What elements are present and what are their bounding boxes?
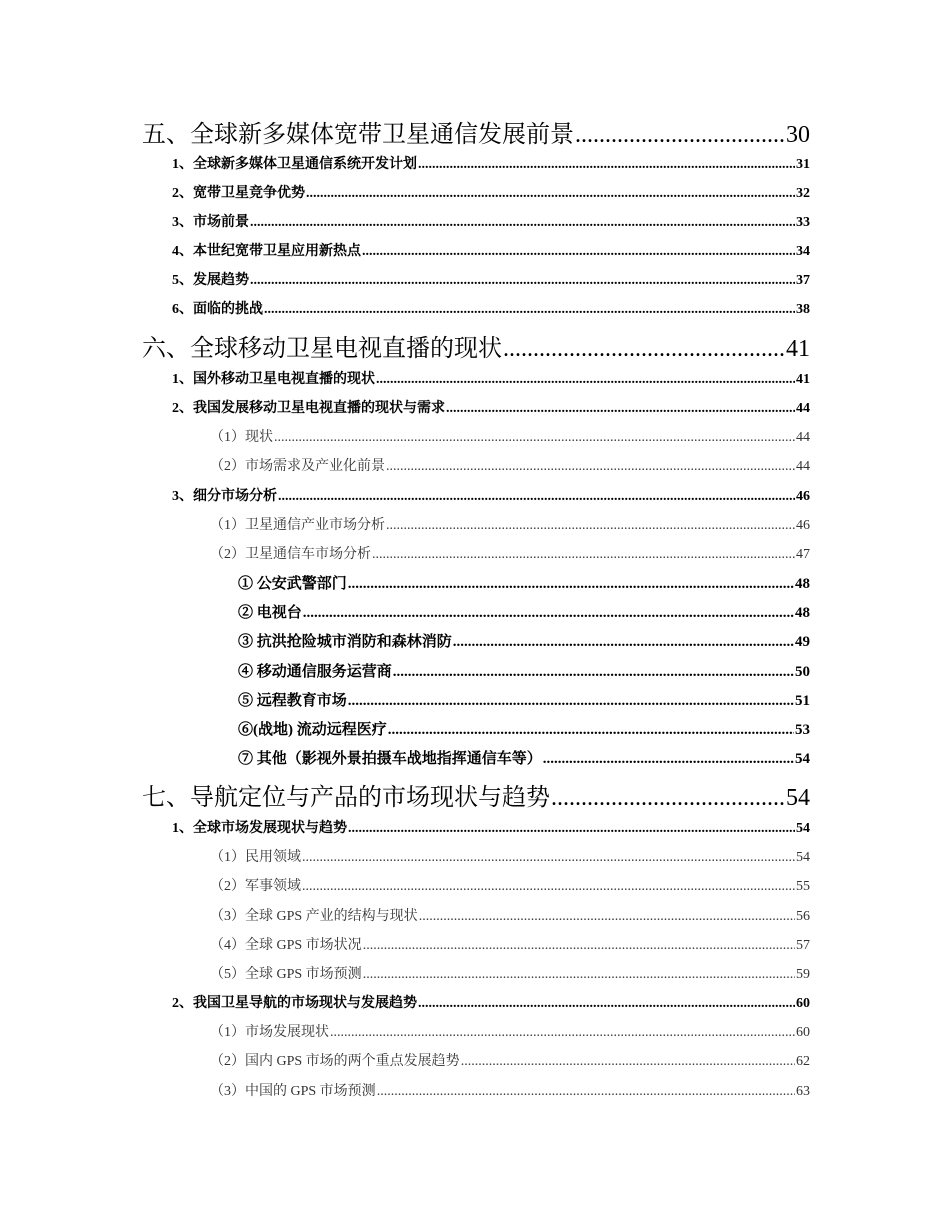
toc-leader-dots — [250, 273, 795, 289]
toc-entry-title: 2、宽带卫星竞争优势 — [172, 186, 305, 201]
toc-leader-dots — [386, 459, 795, 475]
toc-leader-dots — [377, 1084, 795, 1100]
toc-leader-dots — [302, 850, 795, 866]
toc-leader-dots — [446, 401, 795, 417]
toc-entry-title: ① 公安武警部门 — [238, 576, 347, 592]
toc-leader-dots — [250, 215, 795, 231]
toc-entry[interactable] — [210, 426, 810, 446]
toc-entry-title: 5、发展趋势 — [172, 273, 249, 288]
toc-entry-title: 七、导航定位与产品的市场现状与趋势 — [142, 785, 550, 811]
toc-leader-dots — [363, 967, 795, 983]
toc-entry-page: 53 — [795, 722, 810, 738]
toc-leader-dots — [306, 186, 795, 202]
toc-leader-dots — [372, 547, 795, 563]
toc-entry-title: 1、全球新多媒体卫星通信系统开发计划 — [172, 157, 417, 172]
toc-entry-page: 63 — [796, 1084, 810, 1099]
toc-entry[interactable] — [172, 368, 810, 388]
toc-leader-dots — [418, 157, 795, 173]
toc-entry[interactable] — [210, 963, 810, 983]
toc-entry-page: 57 — [796, 938, 810, 953]
toc-entry-page: 38 — [796, 302, 810, 317]
toc-leader-dots — [302, 879, 795, 895]
toc-leader-dots — [348, 576, 794, 593]
toc-entry[interactable] — [238, 572, 810, 593]
toc-leader-dots — [393, 664, 794, 681]
toc-entry-page: 30 — [786, 122, 810, 148]
toc-entry-title: 1、全球市场发展现状与趋势 — [172, 821, 347, 836]
toc-entry-page: 59 — [796, 967, 810, 982]
toc-entry-title: ② 电视台 — [238, 605, 302, 621]
toc-entry[interactable] — [172, 211, 810, 231]
toc-entry-page: 60 — [796, 1025, 810, 1040]
toc-entry-title: 3、细分市场分析 — [172, 489, 277, 504]
toc-entry[interactable] — [172, 240, 810, 260]
toc-entry-page: 32 — [796, 186, 810, 201]
toc-entry-page: 41 — [786, 336, 810, 362]
toc-entry-title: （5）全球 GPS 市场预测 — [210, 967, 362, 982]
toc-entry[interactable] — [172, 485, 810, 505]
toc-entry-page: 50 — [795, 664, 810, 680]
toc-entry[interactable] — [172, 153, 810, 173]
toc-entry-page: 46 — [796, 518, 810, 533]
toc-entry[interactable] — [210, 1021, 810, 1041]
toc-entry[interactable] — [210, 934, 810, 954]
toc-entry[interactable] — [210, 514, 810, 534]
toc-entry[interactable] — [238, 660, 810, 681]
toc-entry-page: 47 — [796, 547, 810, 562]
toc-entry-page: 51 — [795, 693, 810, 709]
toc-entry-page: 44 — [796, 459, 810, 474]
toc-entry-chapter-7[interactable] — [142, 777, 810, 812]
toc-entry[interactable] — [238, 630, 810, 651]
toc-entry-page: 54 — [796, 821, 810, 836]
toc-leader-dots — [274, 430, 795, 446]
toc-entry-page: 44 — [796, 401, 810, 416]
toc-leader-dots — [264, 302, 795, 318]
toc-entry-page: 54 — [786, 785, 810, 811]
toc-entry[interactable] — [210, 455, 810, 475]
toc-entry-page: 44 — [796, 430, 810, 445]
toc-entry-chapter-6[interactable] — [142, 328, 810, 363]
toc-leader-dots — [348, 821, 795, 837]
toc-entry-page: 55 — [796, 879, 810, 894]
toc-entry[interactable] — [210, 543, 810, 563]
toc-leader-dots — [362, 244, 795, 260]
toc-entry-title: ③ 抗洪抢险城市消防和森林消防 — [238, 634, 452, 650]
toc-entry-title: （3）中国的 GPS 市场预测 — [210, 1084, 376, 1099]
toc-leader-dots — [278, 489, 795, 505]
toc-entry-page: 33 — [796, 215, 810, 230]
toc-entry[interactable] — [172, 269, 810, 289]
toc-entry[interactable] — [172, 817, 810, 837]
toc-entry[interactable] — [210, 905, 810, 925]
toc-entry-page: 49 — [795, 634, 810, 650]
toc-entry-title: ⑤ 远程教育市场 — [238, 693, 347, 709]
toc-entry-page: 54 — [795, 751, 810, 767]
toc-entry-page: 34 — [796, 244, 810, 259]
toc-entry[interactable] — [210, 1080, 810, 1100]
toc-entry-page: 48 — [795, 576, 810, 592]
toc-entry-title: 五、全球新多媒体宽带卫星通信发展前景 — [142, 122, 574, 148]
toc-entry-title: （1）现状 — [210, 430, 273, 445]
toc-leader-dots — [551, 785, 785, 812]
toc-entry[interactable] — [210, 846, 810, 866]
toc-entry[interactable] — [238, 718, 810, 739]
toc-entry-title: （1）卫星通信产业市场分析 — [210, 518, 385, 533]
toc-entry-page: 56 — [796, 909, 810, 924]
toc-entry-page: 62 — [796, 1054, 810, 1069]
toc-entry-title: （2）卫星通信车市场分析 — [210, 547, 371, 562]
toc-entry-page: 37 — [796, 273, 810, 288]
toc-entry[interactable] — [172, 182, 810, 202]
toc-entry-page: 41 — [796, 372, 810, 387]
toc-leader-dots — [419, 909, 795, 925]
toc-leader-dots — [376, 372, 795, 388]
toc-entry[interactable] — [210, 1050, 810, 1070]
toc-entry-title: 3、市场前景 — [172, 215, 249, 230]
toc-leader-dots — [453, 634, 794, 651]
toc-entry-title: （3）全球 GPS 产业的结构与现状 — [210, 909, 418, 924]
toc-leader-dots — [386, 518, 795, 534]
toc-leader-dots — [363, 938, 795, 954]
toc-entry-title: （2）市场需求及产业化前景 — [210, 459, 385, 474]
toc-entry-page: 31 — [796, 157, 810, 172]
toc-leader-dots — [303, 605, 794, 622]
toc-entry-title: 4、本世纪宽带卫星应用新热点 — [172, 244, 361, 259]
toc-leader-dots — [388, 722, 794, 739]
toc-entry[interactable] — [238, 689, 810, 710]
toc-entry-title: （4）全球 GPS 市场状况 — [210, 938, 362, 953]
toc-leader-dots — [418, 996, 795, 1012]
toc-entry[interactable] — [172, 992, 810, 1012]
toc-entry-title: 2、我国发展移动卫星电视直播的现状与需求 — [172, 401, 445, 416]
toc-entry-title: 2、我国卫星导航的市场现状与发展趋势 — [172, 996, 417, 1011]
toc-entry[interactable] — [210, 875, 810, 895]
toc-entry[interactable] — [172, 397, 810, 417]
toc-entry-title: 6、面临的挑战 — [172, 302, 263, 317]
toc-entry-title: （2）国内 GPS 市场的两个重点发展趋势 — [210, 1054, 460, 1069]
toc-entry[interactable] — [172, 298, 810, 318]
toc-leader-dots — [503, 336, 785, 363]
toc-entry[interactable] — [238, 747, 810, 768]
toc-entry-page: 46 — [796, 489, 810, 504]
toc-entry-title: ④ 移动通信服务运营商 — [238, 664, 392, 680]
toc-leader-dots — [330, 1025, 795, 1041]
toc-leader-dots — [348, 693, 794, 710]
toc-entry-title: ⑦ 其他（影视外景拍摄车战地指挥通信车等） — [238, 751, 542, 767]
toc-entry-title: 1、国外移动卫星电视直播的现状 — [172, 372, 375, 387]
toc-entry-title: （2）军事领域 — [210, 879, 301, 894]
toc-entry[interactable] — [238, 601, 810, 622]
toc-leader-dots — [575, 122, 785, 149]
toc-entry-title: ⑥(战地) 流动远程医疗 — [238, 722, 387, 738]
toc-leader-dots — [461, 1054, 795, 1070]
toc-entry-page: 54 — [796, 850, 810, 865]
toc-entry-title: 六、全球移动卫星电视直播的现状 — [142, 336, 502, 362]
toc-leader-dots — [543, 751, 794, 768]
toc-entry-page: 48 — [795, 605, 810, 621]
toc-entry-title: （1）市场发展现状 — [210, 1025, 329, 1040]
toc-entry-page: 60 — [796, 996, 810, 1011]
toc-entry-title: （1）民用领域 — [210, 850, 301, 865]
toc-entry-chapter-5[interactable] — [142, 114, 810, 149]
